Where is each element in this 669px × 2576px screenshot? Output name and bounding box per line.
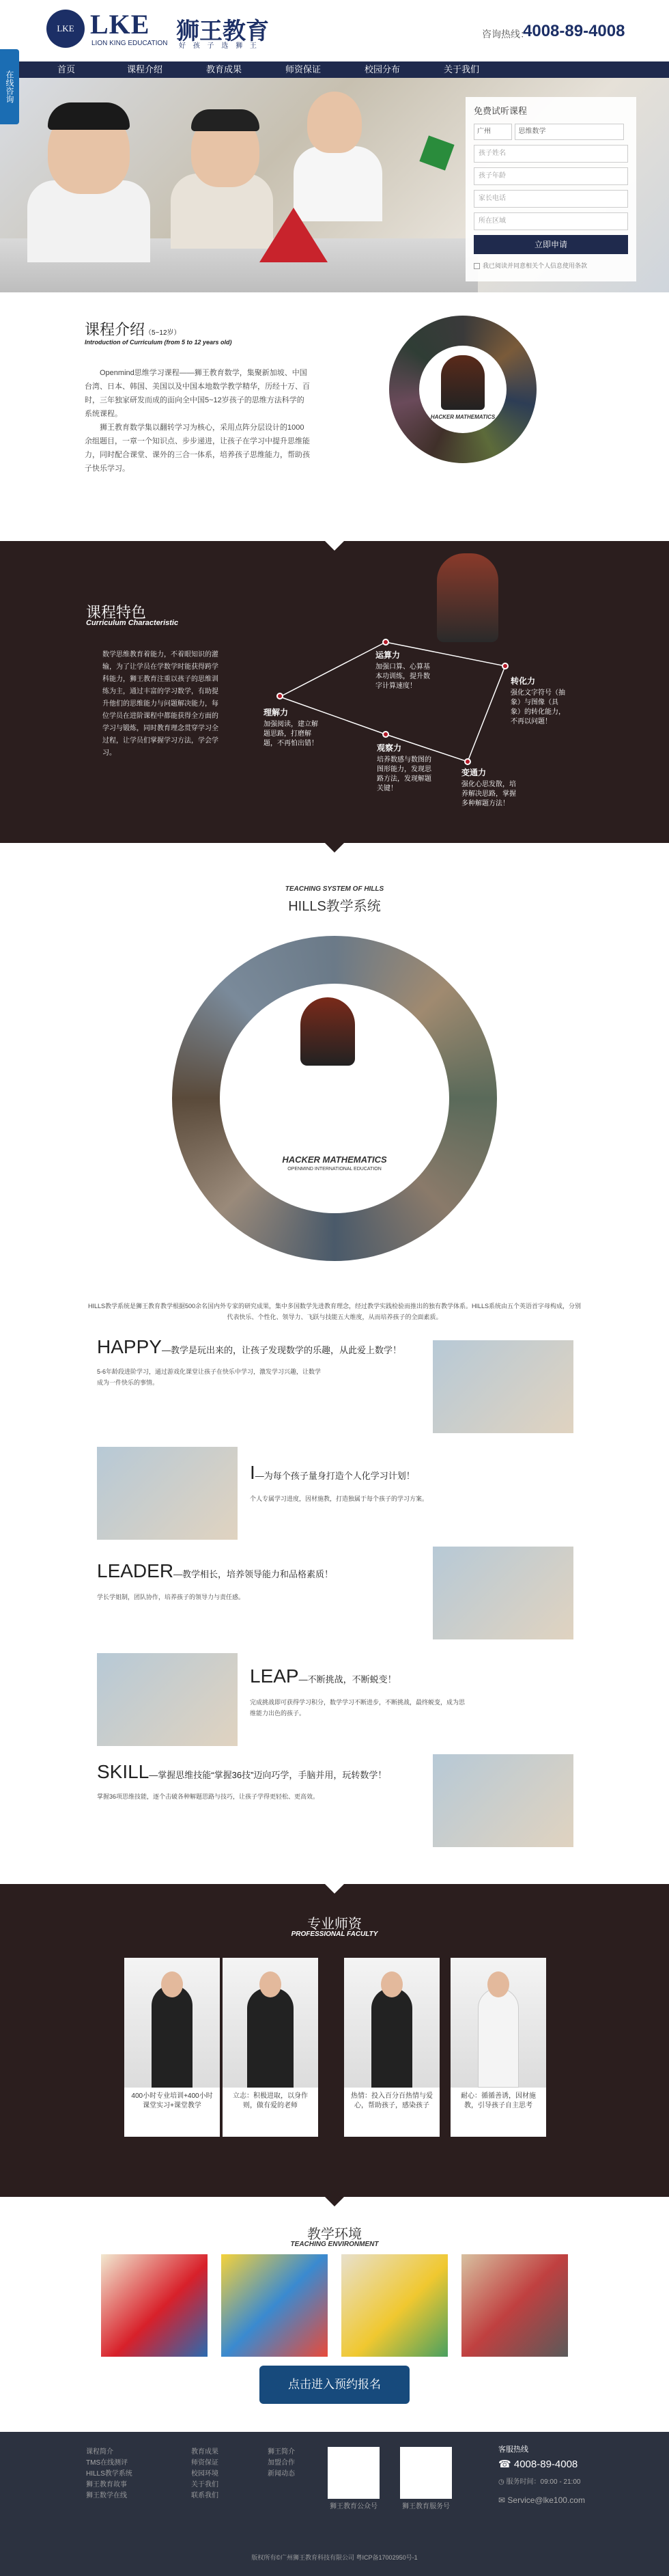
- wheel-logo: HACKER MATHEMATICS: [430, 414, 496, 420]
- teacher-head: [381, 1971, 403, 1997]
- hills-item-head: HAPPY: [97, 1336, 162, 1357]
- nav-item-campuses[interactable]: 校园分布: [365, 64, 401, 74]
- puzzle-piece: [419, 135, 454, 170]
- teacher-caption: 耐心：循循善诱，因材施教，引导孩子自主思考: [461, 2092, 536, 2109]
- hills-title-en: TEACHING SYSTEM OF HILLS: [285, 885, 384, 893]
- intro-title-en: Introduction of Curriculum (from 5 to 12 years old): [85, 339, 232, 346]
- nav-item-about[interactable]: 关于我们: [444, 64, 480, 74]
- footer-phone[interactable]: [498, 2459, 578, 2470]
- teacher-figure: [371, 1988, 412, 2088]
- trait-name: 观察力: [377, 743, 402, 753]
- hills-item-head: LEAP: [250, 1665, 299, 1687]
- teacher-photo: [344, 1958, 440, 2088]
- teacher-figure: [247, 1988, 294, 2088]
- mail-icon: ✉: [498, 2495, 508, 2505]
- teacher-figure: [478, 1988, 519, 2088]
- nav-item-teachers[interactable]: 师资保证: [285, 64, 322, 74]
- hills-skill-photo: [433, 1754, 573, 1847]
- trait-text: 加强阅读，建立解题思路，打磨解题，不再怕出错！: [264, 721, 318, 747]
- checkbox-icon[interactable]: [474, 263, 480, 269]
- footer-link[interactable]: 狮王简介: [268, 2448, 295, 2456]
- teacher-photo: [124, 1958, 220, 2088]
- hills-i-photo: [97, 1447, 238, 1540]
- trait-observation: [377, 743, 431, 794]
- child-name-input[interactable]: 孩子姓名: [474, 145, 628, 163]
- footer-link[interactable]: 联系我们: [191, 2492, 218, 2499]
- hills-item-sub: —教学是玩出来的，让孩子发现数学的乐趣，从此爱上数学！: [161, 1345, 401, 1355]
- section-notch: [325, 541, 344, 551]
- footer-link[interactable]: 狮王教育故事: [86, 2481, 127, 2489]
- footer-col-courses: [86, 2447, 132, 2502]
- hills-wheel-logo: HACKER MATHEMATICS: [282, 1154, 387, 1165]
- hills-leap-body: 完成挑战即可获得学习积分，数学学习不断进步，不断挑战，最终蜕变，成为思维能力出色的孩子。: [250, 1699, 466, 1717]
- section-notch-bottom: [325, 2197, 344, 2206]
- trait-text: 培养数感与数图的图形能力，发现思路方法，发现解题关键！: [377, 756, 431, 792]
- features-title: 课程特色: [86, 604, 147, 621]
- footer-link[interactable]: 新闻动态: [268, 2470, 295, 2478]
- hotline-label: 咨询热线：: [482, 29, 530, 40]
- footer-link[interactable]: TMS在线测评: [86, 2459, 128, 2467]
- footer-link[interactable]: 教育成果: [191, 2448, 218, 2456]
- trait-dot: [464, 758, 471, 765]
- trial-signup-form: [466, 97, 636, 281]
- logo-badge[interactable]: LKE: [46, 10, 85, 48]
- logo-wordmark[interactable]: LKE: [90, 9, 150, 40]
- qr-code-icon: [400, 2447, 452, 2499]
- env-photo: [221, 2254, 328, 2357]
- hills-title: HILLS教学系统: [288, 899, 381, 914]
- footer-link[interactable]: HILLS教学系统: [86, 2470, 132, 2478]
- trait-name: 变通力: [461, 768, 487, 777]
- env-photo: [101, 2254, 208, 2357]
- footer-link[interactable]: 狮王数学在线: [86, 2492, 127, 2499]
- hills-leader-photo: [433, 1547, 573, 1639]
- clock-icon: ◷: [498, 2478, 507, 2486]
- nav-item-home[interactable]: 首页: [57, 64, 76, 74]
- hills-i-title: [250, 1462, 415, 1484]
- hills-skill-body: 掌握36项思维技能，逐个击破各种解题思路与技巧，让孩子学得更轻松、更高效。: [97, 1793, 319, 1800]
- intro-paragraph-2: 狮王教育数学集以翻转学习为核心，采用点阵分层设计的1000余组题目，一章一个知识点、步步递进，让孩子在学习中提升思维能力，同时配合课堂、课外的三合一体系，培养孩子思维能力，帮助孩子快乐学习。: [85, 424, 310, 473]
- trait-text: 强化心思发散，培养解决思路，掌握多种解题方法！: [461, 781, 516, 807]
- hills-item-sub: —为每个孩子量身打造个人化学习计划！: [255, 1471, 415, 1481]
- hills-item-head: SKILL: [97, 1761, 150, 1782]
- trait-name: 理解力: [264, 708, 289, 717]
- faculty-title-en: PROFESSIONAL FACULTY: [291, 1930, 378, 1938]
- faculty-title: 专业师资: [307, 1917, 362, 1932]
- hills-item-sub: —不断挑战，不断蜕变！: [298, 1674, 397, 1685]
- hills-happy-title: [97, 1336, 401, 1358]
- logo-chinese-name[interactable]: 狮王教育: [176, 18, 269, 44]
- intro-title-note: （5~12岁）: [145, 329, 181, 337]
- trait-calculation: [375, 650, 430, 691]
- teacher-figure: [152, 1985, 193, 2088]
- online-consult-tab[interactable]: 在线咨询: [0, 49, 19, 124]
- section-notch-bottom: [325, 843, 344, 853]
- region-input[interactable]: 所在区域: [474, 212, 628, 230]
- form-title: 免费试听课程: [474, 106, 528, 116]
- footer-col-brand: [268, 2447, 295, 2480]
- qr-code-icon: [328, 2447, 380, 2499]
- trait-text: 加强口算、心算基本功训练，提升数字计算速度！: [375, 663, 430, 690]
- teacher-photo: [223, 1958, 318, 2088]
- qr-caption: 狮王教育服务号: [402, 2503, 450, 2510]
- hotline-number[interactable]: 4008-89-4008: [523, 22, 625, 40]
- nav-item-courses[interactable]: 课程介绍: [127, 64, 163, 74]
- env-title: 教学环境: [307, 2227, 362, 2242]
- child-hair: [48, 102, 130, 130]
- teacher-caption: 400小时专业培训+400小时课堂实习+课堂教学: [131, 2092, 213, 2109]
- footer-hours: [498, 2477, 580, 2488]
- teacher-card[interactable]: [223, 1958, 318, 2137]
- trait-flexibility: [461, 768, 516, 809]
- parent-phone-input[interactable]: 家长电话: [474, 190, 628, 208]
- intro-title-text: 课程介绍: [85, 321, 145, 338]
- child-hair-2: [191, 109, 259, 131]
- book-trial-button[interactable]: 点击进入预约报名: [259, 2366, 410, 2404]
- trait-name: 转化力: [511, 676, 536, 686]
- hills-leader-title: [97, 1560, 333, 1582]
- env-photo: [341, 2254, 448, 2357]
- site-header: [0, 0, 669, 61]
- footer-link[interactable]: 课程简介: [86, 2448, 113, 2456]
- trait-comprehension: [264, 708, 318, 749]
- hills-item-sub: —掌握思维技能“掌握36技”迈向巧学，手脑并用，玩转数学！: [149, 1770, 387, 1780]
- footer-link[interactable]: 校园环境: [191, 2470, 218, 2478]
- footer-link[interactable]: 师资保证: [191, 2459, 218, 2467]
- hills-leap-photo: [97, 1653, 238, 1746]
- teacher-caption: 热情：投入百分百热情与爱心，帮助孩子，感染孩子: [351, 2092, 433, 2109]
- child-face-3: [307, 92, 362, 153]
- trait-dot: [382, 731, 389, 738]
- trait-conversion: [511, 676, 565, 727]
- phone-icon: ☎: [498, 2459, 514, 2470]
- site-footer: [0, 2432, 669, 2576]
- hills-i-body: 个人专属学习进度，因材施教，打造独属于每个孩子的学习方案。: [250, 1495, 429, 1502]
- logo-english-name: LION KING EDUCATION: [91, 40, 168, 47]
- teacher-head: [161, 1971, 183, 1997]
- footer-phone-text: 4008-89-4008: [513, 2459, 578, 2470]
- trait-dot: [382, 639, 389, 646]
- child-age-input[interactable]: 孩子年龄: [474, 167, 628, 185]
- logo-slogan: 好 孩 子 选 狮 王: [179, 42, 259, 50]
- footer-contact-title: 客服热线: [498, 2446, 528, 2454]
- cartoon-characters: [441, 355, 485, 410]
- teacher-card[interactable]: [451, 1958, 546, 2137]
- footer-email-text: Service@lke100.com: [507, 2495, 585, 2505]
- nav-item-results[interactable]: 教育成果: [206, 64, 242, 74]
- subject-select[interactable]: 思维数学: [515, 124, 624, 140]
- features-title-en: Curriculum Characteristic: [86, 619, 179, 627]
- footer-link[interactable]: 加盟合作: [268, 2459, 295, 2467]
- intro-title: [85, 318, 181, 340]
- hills-item-head: I: [250, 1462, 255, 1483]
- teacher-card[interactable]: [344, 1958, 440, 2137]
- intro-paragraph-1: Openmind思维学习课程——狮王教育数学，集聚新加坡、中国台湾、日本、韩国、美国以及中国本地数学教学精华，历经十万、百时，三年独家研发而成的面向全中国5~12岁孩子的思维方法科学的系统课程。: [85, 369, 310, 418]
- teacher-head: [259, 1971, 281, 1997]
- agree-checkbox[interactable]: [474, 261, 628, 270]
- main-nav: [0, 61, 669, 78]
- trait-dot: [502, 663, 509, 669]
- trait-dot: [276, 693, 283, 700]
- teacher-head: [487, 1971, 509, 1997]
- hills-happy-photo: [433, 1340, 573, 1433]
- hills-wheel-logo-sub: OPENMIND INTERNATIONAL EDUCATION: [287, 1167, 382, 1172]
- teacher-caption: 立志：积极进取，以身作则，做有爱的老师: [233, 2092, 308, 2109]
- trait-name: 运算力: [375, 650, 401, 660]
- hills-happy-body: 5-6年龄段进阶学习，通过游戏化课堂让孩子在快乐中学习，激发学习兴趣，让数学成为一件快乐的事情。: [97, 1368, 322, 1386]
- env-title-en: TEACHING ENVIRONMENT: [290, 2241, 379, 2248]
- trait-text: 强化文字符号（抽象）与图像（具象）的转化能力，不再以问题！: [511, 689, 565, 725]
- env-photo: [461, 2254, 568, 2357]
- qr-caption: 狮王教育公众号: [330, 2503, 378, 2510]
- hills-item-sub: —教学相长，培养领导能力和品格素质！: [173, 1569, 334, 1579]
- section-notch: [325, 1884, 344, 1894]
- footer-link[interactable]: 关于我们: [191, 2481, 218, 2489]
- cartoon-mascot-2: [300, 997, 355, 1066]
- footer-copyright: 版权所有©广州狮王教育科技有限公司 粤ICP备17002950号-1: [251, 2554, 418, 2561]
- footer-hours-text: 服务时间：09:00 - 21:00: [506, 2478, 581, 2486]
- teacher-card[interactable]: [124, 1958, 220, 2137]
- hills-leap-title: [250, 1665, 397, 1687]
- features-description: 数学思维教育着能力，不着眼知识的灌输，为了让学员在学数学时能获得跨学科能力，狮王教育注重以孩子的思维训练为主，通过丰富的学习数学，有助提升他们的思维能力与问题解决能力，每位学员在进阶课程中都能获得全方面的学习与锻炼，同时教育理念贯穿学习全过程，让学员们掌握学习方法，学会学习。: [102, 651, 218, 757]
- hills-description: HILLS教学系统是狮王教育教学根据500余名国内外专家的研究成果，集中多国数学先进教育理念，经过教学实践检验而推出的独有教学体系。HILLS系统由五个英语首字母构成，分别代表快乐、个性化、领导力、飞跃与技能五大维度，从而培养孩子的全面素质。: [87, 1303, 582, 1320]
- hills-leader-body: 学长学姐制，团队协作，培养孩子的领导力与责任感。: [97, 1594, 245, 1601]
- hills-skill-title: [97, 1761, 386, 1783]
- pyramid-puzzle: [259, 208, 328, 262]
- footer-email[interactable]: [498, 2495, 585, 2506]
- agree-label: 我已阅读并同意相关个人信息使用条款: [483, 262, 588, 269]
- hills-item-head: LEADER: [97, 1560, 174, 1581]
- submit-button[interactable]: 立即申请: [474, 235, 628, 254]
- teacher-photo: [451, 1958, 546, 2088]
- footer-col-about: [191, 2447, 218, 2502]
- city-select[interactable]: 广州: [474, 124, 512, 140]
